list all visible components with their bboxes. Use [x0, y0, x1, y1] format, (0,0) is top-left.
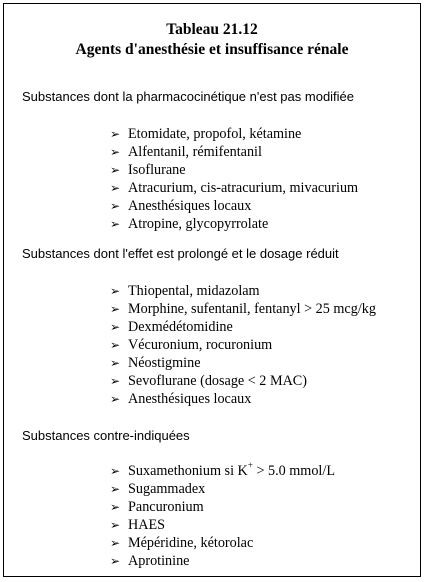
substance-list — [110, 459, 420, 570]
section-unmodified — [22, 89, 410, 232]
section-prolonged — [22, 246, 410, 407]
list-item: ➢ Vécuronium, rocuronium — [110, 336, 273, 353]
list-item: ➢ Atropine, glycopyrrolate — [110, 215, 269, 232]
arrow-bullet-icon: ➢ — [110, 500, 121, 514]
list-item: ➢ Etomidate, propofol, kétamine — [110, 125, 302, 142]
arrow-bullet-icon: ➢ — [110, 199, 121, 213]
table-number: Tableau 21.12 — [166, 21, 258, 38]
arrow-bullet-icon: ➢ — [110, 392, 121, 406]
arrow-bullet-icon: ➢ — [110, 554, 121, 568]
list-item: ➢ Sevoflurane (dosage < 2 MAC) — [110, 372, 307, 389]
arrow-bullet-icon: ➢ — [110, 284, 121, 298]
arrow-bullet-icon: ➢ — [110, 217, 121, 231]
arrow-bullet-icon: ➢ — [110, 163, 121, 177]
arrow-bullet-icon: ➢ — [110, 536, 121, 550]
list-item: ➢ Sugammadex — [110, 480, 206, 497]
list-item: ➢ Anesthésiques locaux — [110, 390, 252, 407]
list-item: ➢ HAES — [110, 516, 166, 533]
list-item: ➢ Aprotinine — [110, 552, 190, 569]
arrow-bullet-icon: ➢ — [110, 338, 121, 352]
arrow-bullet-icon: ➢ — [110, 181, 121, 195]
list-item: ➢ Pancuronium — [110, 498, 204, 515]
substance-list — [110, 125, 420, 233]
list-item: ➢ Alfentanil, rémifentanil — [110, 143, 262, 160]
list-item: ➢ Mépéridine, kétorolac — [110, 534, 254, 551]
list-item: ➢ Thiopental, midazolam — [110, 282, 260, 299]
section-contraindicated — [22, 428, 410, 569]
list-item: ➢ Néostigmine — [110, 354, 201, 371]
arrow-bullet-icon: ➢ — [110, 464, 121, 478]
arrow-bullet-icon: ➢ — [110, 320, 121, 334]
list-item: ➢ Dexmédétomidine — [110, 318, 233, 335]
list-item: ➢ Isoflurane — [110, 161, 186, 178]
section-heading: Substances contre-indiquées — [22, 428, 190, 443]
list-item: ➢ Morphine, sufentanil, fentanyl > 25 mcg/kg — [110, 300, 376, 317]
arrow-bullet-icon: ➢ — [110, 518, 121, 532]
list-item: ➢ Suxamethonium si K+ > 5.0 mmol/L — [110, 459, 335, 479]
list-item: ➢ Atracurium, cis-atracurium, mivacurium — [110, 179, 359, 196]
substance-list — [110, 282, 420, 408]
arrow-bullet-icon: ➢ — [110, 482, 121, 496]
section-heading: Substances dont l'effet est prolongé et le dosage réduit — [22, 246, 339, 261]
list-item: ➢ Anesthésiques locaux — [110, 197, 252, 214]
table-frame — [3, 3, 421, 577]
arrow-bullet-icon: ➢ — [110, 374, 121, 388]
arrow-bullet-icon: ➢ — [110, 356, 121, 370]
table-caption: Agents d'anesthésie et insuffisance rénale — [75, 41, 349, 58]
arrow-bullet-icon: ➢ — [110, 302, 121, 316]
arrow-bullet-icon: ➢ — [110, 127, 121, 141]
section-heading: Substances dont la pharmacocinétique n'est pas modifiée — [22, 89, 355, 104]
table-title — [4, 20, 420, 60]
arrow-bullet-icon: ➢ — [110, 145, 121, 159]
